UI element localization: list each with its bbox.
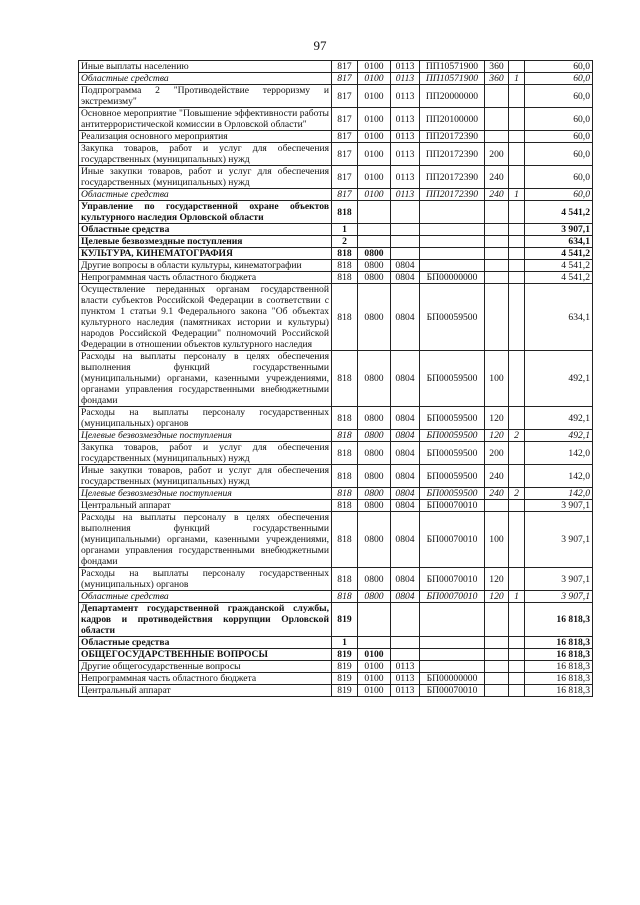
row-name: Расходы на выплаты персоналу в целях обеспечения выполнения функций государственными (муниципальными) органами, казенными учреждениями, органами управления государственными внебюджетными фондами <box>79 512 332 568</box>
row-sum: 634,1 <box>525 236 593 248</box>
row-subsection-code <box>391 649 420 661</box>
row-target-article: БП00059500 <box>420 488 485 500</box>
row-name: Областные средства <box>79 591 332 603</box>
row-source-code <box>509 224 525 236</box>
row-ved-code: 817 <box>332 108 358 131</box>
row-name: Другие общегосударственные вопросы <box>79 661 332 673</box>
row-expense-type <box>485 673 509 685</box>
row-name: Закупка товаров, работ и услуг для обеспечения государственных (муниципальных) нужд <box>79 442 332 465</box>
table-row <box>79 637 593 649</box>
row-source-code <box>509 85 525 108</box>
row-expense-type: 200 <box>485 442 509 465</box>
row-expense-type: 120 <box>485 591 509 603</box>
row-source-code <box>509 649 525 661</box>
row-target-article: БП00059500 <box>420 430 485 442</box>
row-sum: 60,0 <box>525 189 593 201</box>
row-sum: 634,1 <box>525 284 593 351</box>
table-row <box>79 201 593 224</box>
row-source-code <box>509 61 525 73</box>
row-target-article <box>420 260 485 272</box>
row-ved-code: 1 <box>332 637 358 649</box>
row-sum: 142,0 <box>525 488 593 500</box>
table-row <box>79 143 593 166</box>
row-target-article: БП00070010 <box>420 512 485 568</box>
row-subsection-code: 0113 <box>391 73 420 85</box>
table-row <box>79 500 593 512</box>
row-ved-code: 817 <box>332 131 358 143</box>
row-sum: 16 818,3 <box>525 661 593 673</box>
row-sum: 3 907,1 <box>525 224 593 236</box>
row-section-code: 0800 <box>358 568 391 591</box>
row-section-code: 0800 <box>358 260 391 272</box>
row-sum: 4 541,2 <box>525 201 593 224</box>
table-row <box>79 260 593 272</box>
row-section-code: 0800 <box>358 284 391 351</box>
row-sum: 16 818,3 <box>525 685 593 697</box>
table-row <box>79 189 593 201</box>
row-target-article <box>420 649 485 661</box>
row-ved-code: 817 <box>332 189 358 201</box>
row-sum: 3 907,1 <box>525 512 593 568</box>
row-target-article: БП00059500 <box>420 465 485 488</box>
row-name: Целевые безвозмездные поступления <box>79 430 332 442</box>
row-section-code <box>358 603 391 637</box>
row-sum: 60,0 <box>525 73 593 85</box>
table-row <box>79 61 593 73</box>
table-row <box>79 603 593 637</box>
table-row <box>79 166 593 189</box>
table-row <box>79 649 593 661</box>
row-source-code <box>509 272 525 284</box>
row-expense-type: 120 <box>485 568 509 591</box>
row-source-code <box>509 637 525 649</box>
row-source-code: 1 <box>509 189 525 201</box>
table-row <box>79 272 593 284</box>
row-section-code: 0800 <box>358 407 391 430</box>
row-name: Целевые безвозмездные поступления <box>79 236 332 248</box>
table-row <box>79 108 593 131</box>
row-ved-code: 818 <box>332 272 358 284</box>
row-subsection-code <box>391 201 420 224</box>
row-sum: 60,0 <box>525 131 593 143</box>
page-number: 97 <box>313 38 327 53</box>
row-sum: 492,1 <box>525 351 593 407</box>
row-sum: 16 818,3 <box>525 649 593 661</box>
row-subsection-code: 0804 <box>391 430 420 442</box>
row-expense-type <box>485 224 509 236</box>
row-subsection-code: 0804 <box>391 351 420 407</box>
row-sum: 16 818,3 <box>525 673 593 685</box>
table-row <box>79 568 593 591</box>
row-section-code <box>358 201 391 224</box>
row-ved-code: 2 <box>332 236 358 248</box>
row-source-code <box>509 143 525 166</box>
row-section-code: 0800 <box>358 512 391 568</box>
row-ved-code: 818 <box>332 201 358 224</box>
row-sum: 4 541,2 <box>525 248 593 260</box>
row-name: Целевые безвозмездные поступления <box>79 488 332 500</box>
row-sum: 142,0 <box>525 465 593 488</box>
row-expense-type <box>485 603 509 637</box>
row-target-article: ПП10571900 <box>420 61 485 73</box>
table-row <box>79 131 593 143</box>
row-section-code: 0100 <box>358 143 391 166</box>
row-subsection-code <box>391 224 420 236</box>
row-section-code: 0800 <box>358 442 391 465</box>
row-subsection-code <box>391 637 420 649</box>
row-name: Центральный аппарат <box>79 685 332 697</box>
row-source-code <box>509 661 525 673</box>
table-row <box>79 591 593 603</box>
row-subsection-code: 0113 <box>391 85 420 108</box>
row-ved-code: 818 <box>332 284 358 351</box>
table-row <box>79 673 593 685</box>
row-target-article <box>420 248 485 260</box>
row-name: Иные выплаты населению <box>79 61 332 73</box>
row-sum: 4 541,2 <box>525 260 593 272</box>
row-source-code <box>509 568 525 591</box>
row-expense-type: 120 <box>485 407 509 430</box>
row-expense-type <box>485 131 509 143</box>
row-name: Иные закупки товаров, работ и услуг для обеспечения государственных (муниципальных) нужд <box>79 166 332 189</box>
row-expense-type <box>485 284 509 351</box>
row-expense-type: 240 <box>485 189 509 201</box>
row-name: Осуществление переданных органам государственной власти субъектов Российской Федерации в соответствии с пунктом 1 статьи 9.1 Федерального закона "Об объектах культурного наследия (памятниках истории и культуры) народов Российской Федерации" полномочий Российской Федерации в отношении объектов культурного наследия <box>79 284 332 351</box>
row-name: Закупка товаров, работ и услуг для обеспечения государственных (муниципальных) нужд <box>79 143 332 166</box>
row-ved-code: 817 <box>332 73 358 85</box>
row-section-code: 0100 <box>358 73 391 85</box>
row-subsection-code: 0804 <box>391 591 420 603</box>
row-name: Непрограммная часть областного бюджета <box>79 673 332 685</box>
row-section-code: 0800 <box>358 430 391 442</box>
row-expense-type <box>485 248 509 260</box>
row-section-code: 0800 <box>358 591 391 603</box>
row-subsection-code: 0804 <box>391 488 420 500</box>
row-target-article <box>420 603 485 637</box>
table-row <box>79 284 593 351</box>
row-expense-type <box>485 500 509 512</box>
row-ved-code: 818 <box>332 512 358 568</box>
row-source-code <box>509 351 525 407</box>
row-target-article: ПП20172390 <box>420 189 485 201</box>
row-section-code: 0100 <box>358 108 391 131</box>
row-target-article: ПП20172390 <box>420 166 485 189</box>
row-target-article: БП00000000 <box>420 673 485 685</box>
row-expense-type <box>485 201 509 224</box>
row-ved-code: 817 <box>332 166 358 189</box>
row-ved-code: 818 <box>332 465 358 488</box>
row-subsection-code: 0804 <box>391 568 420 591</box>
row-subsection-code: 0804 <box>391 442 420 465</box>
row-source-code <box>509 201 525 224</box>
row-section-code <box>358 637 391 649</box>
row-expense-type <box>485 661 509 673</box>
table-row <box>79 351 593 407</box>
row-section-code: 0100 <box>358 189 391 201</box>
row-ved-code: 819 <box>332 673 358 685</box>
row-expense-type <box>485 685 509 697</box>
row-subsection-code: 0113 <box>391 166 420 189</box>
row-source-code <box>509 407 525 430</box>
row-source-code <box>509 442 525 465</box>
row-ved-code: 817 <box>332 85 358 108</box>
row-target-article: БП00059500 <box>420 351 485 407</box>
row-section-code: 0100 <box>358 661 391 673</box>
row-target-article <box>420 637 485 649</box>
row-sum: 16 818,3 <box>525 637 593 649</box>
row-target-article: ПП20100000 <box>420 108 485 131</box>
row-sum: 60,0 <box>525 108 593 131</box>
row-target-article: БП00070010 <box>420 591 485 603</box>
row-source-code: 2 <box>509 430 525 442</box>
table-row <box>79 236 593 248</box>
row-sum: 492,1 <box>525 407 593 430</box>
row-expense-type: 120 <box>485 430 509 442</box>
table-row <box>79 661 593 673</box>
row-sum: 3 907,1 <box>525 568 593 591</box>
table-row <box>79 512 593 568</box>
row-expense-type <box>485 260 509 272</box>
row-ved-code: 817 <box>332 143 358 166</box>
row-name: Областные средства <box>79 224 332 236</box>
row-name: Реализация основного мероприятия <box>79 131 332 143</box>
table-row <box>79 465 593 488</box>
row-target-article: ПП20000000 <box>420 85 485 108</box>
row-section-code: 0100 <box>358 131 391 143</box>
row-sum: 3 907,1 <box>525 500 593 512</box>
row-ved-code: 818 <box>332 568 358 591</box>
budget-table <box>78 60 593 697</box>
row-name: Расходы на выплаты персоналу в целях обеспечения выполнения функций государственными (муниципальными) органами, казенными учреждениями, органами управления государственными внебюджетными фондами <box>79 351 332 407</box>
row-source-code <box>509 512 525 568</box>
row-target-article: БП00059500 <box>420 407 485 430</box>
row-section-code: 0100 <box>358 673 391 685</box>
row-sum: 60,0 <box>525 85 593 108</box>
row-ved-code: 818 <box>332 488 358 500</box>
row-source-code: 1 <box>509 73 525 85</box>
row-subsection-code: 0113 <box>391 143 420 166</box>
row-source-code <box>509 108 525 131</box>
row-ved-code: 819 <box>332 685 358 697</box>
row-source-code <box>509 465 525 488</box>
table-row <box>79 430 593 442</box>
row-subsection-code: 0804 <box>391 500 420 512</box>
row-subsection-code: 0113 <box>391 189 420 201</box>
row-ved-code: 818 <box>332 260 358 272</box>
row-source-code: 1 <box>509 591 525 603</box>
row-name: Другие вопросы в области культуры, кинематографии <box>79 260 332 272</box>
row-subsection-code: 0113 <box>391 673 420 685</box>
row-section-code <box>358 236 391 248</box>
row-subsection-code: 0113 <box>391 661 420 673</box>
row-source-code <box>509 500 525 512</box>
row-name: Подпрограмма 2 "Противодействие терроризму и экстремизму" <box>79 85 332 108</box>
row-ved-code: 819 <box>332 649 358 661</box>
row-source-code <box>509 685 525 697</box>
row-expense-type: 240 <box>485 166 509 189</box>
row-name: Непрограммная часть областного бюджета <box>79 272 332 284</box>
table-row <box>79 73 593 85</box>
row-name: Областные средства <box>79 189 332 201</box>
row-ved-code: 818 <box>332 351 358 407</box>
row-name: Иные закупки товаров, работ и услуг для обеспечения государственных (муниципальных) нужд <box>79 465 332 488</box>
row-ved-code: 819 <box>332 661 358 673</box>
row-source-code <box>509 673 525 685</box>
table-row <box>79 488 593 500</box>
row-subsection-code: 0804 <box>391 260 420 272</box>
table-row <box>79 407 593 430</box>
row-ved-code: 817 <box>332 61 358 73</box>
row-expense-type: 200 <box>485 143 509 166</box>
row-subsection-code <box>391 248 420 260</box>
row-subsection-code: 0113 <box>391 108 420 131</box>
row-sum: 3 907,1 <box>525 591 593 603</box>
row-target-article: БП00059500 <box>420 442 485 465</box>
row-sum: 16 818,3 <box>525 603 593 637</box>
table-row <box>79 442 593 465</box>
row-section-code: 0100 <box>358 166 391 189</box>
row-expense-type <box>485 236 509 248</box>
row-section-code: 0800 <box>358 272 391 284</box>
row-subsection-code <box>391 603 420 637</box>
row-target-article: ПП10571900 <box>420 73 485 85</box>
row-sum: 492,1 <box>525 430 593 442</box>
row-name: Основное мероприятие "Повышение эффективности работы антитеррористической комиссии в Орловской области" <box>79 108 332 131</box>
row-name: Управление по государственной охране объектов культурного наследия Орловской области <box>79 201 332 224</box>
row-ved-code: 818 <box>332 430 358 442</box>
row-source-code <box>509 603 525 637</box>
row-source-code <box>509 248 525 260</box>
row-ved-code: 818 <box>332 248 358 260</box>
row-target-article: БП00070010 <box>420 500 485 512</box>
row-subsection-code: 0804 <box>391 465 420 488</box>
row-section-code: 0800 <box>358 488 391 500</box>
row-name: Департамент государственной гражданской службы, кадров и противодействия коррупции Орловской области <box>79 603 332 637</box>
row-section-code: 0100 <box>358 685 391 697</box>
table-row <box>79 248 593 260</box>
row-target-article: БП00000000 <box>420 272 485 284</box>
row-ved-code: 819 <box>332 603 358 637</box>
row-target-article: БП00070010 <box>420 685 485 697</box>
row-target-article: БП00070010 <box>420 568 485 591</box>
row-section-code: 0800 <box>358 465 391 488</box>
row-target-article <box>420 224 485 236</box>
row-expense-type: 360 <box>485 61 509 73</box>
row-expense-type <box>485 649 509 661</box>
table-row <box>79 224 593 236</box>
row-name: ОБЩЕГОСУДАРСТВЕННЫЕ ВОПРОСЫ <box>79 649 332 661</box>
row-section-code: 0100 <box>358 649 391 661</box>
row-sum: 60,0 <box>525 61 593 73</box>
row-ved-code: 818 <box>332 500 358 512</box>
row-ved-code: 1 <box>332 224 358 236</box>
row-source-code <box>509 166 525 189</box>
row-source-code <box>509 131 525 143</box>
row-sum: 142,0 <box>525 442 593 465</box>
row-subsection-code: 0804 <box>391 272 420 284</box>
row-target-article <box>420 236 485 248</box>
row-subsection-code: 0113 <box>391 61 420 73</box>
row-subsection-code: 0804 <box>391 407 420 430</box>
row-section-code: 0800 <box>358 351 391 407</box>
row-target-article <box>420 201 485 224</box>
row-target-article: БП00059500 <box>420 284 485 351</box>
row-ved-code: 818 <box>332 442 358 465</box>
row-section-code: 0800 <box>358 248 391 260</box>
row-name: КУЛЬТУРА, КИНЕМАТОГРАФИЯ <box>79 248 332 260</box>
row-source-code: 2 <box>509 488 525 500</box>
row-target-article <box>420 661 485 673</box>
row-target-article: ПП20172390 <box>420 131 485 143</box>
row-subsection-code: 0804 <box>391 284 420 351</box>
row-section-code: 0100 <box>358 61 391 73</box>
row-name: Расходы на выплаты персоналу государственных (муниципальных) органов <box>79 568 332 591</box>
row-section-code: 0100 <box>358 85 391 108</box>
row-ved-code: 818 <box>332 591 358 603</box>
table-row <box>79 685 593 697</box>
row-expense-type: 240 <box>485 488 509 500</box>
row-name: Центральный аппарат <box>79 500 332 512</box>
row-subsection-code: 0113 <box>391 131 420 143</box>
row-expense-type <box>485 637 509 649</box>
row-sum: 60,0 <box>525 143 593 166</box>
row-source-code <box>509 236 525 248</box>
row-expense-type: 100 <box>485 351 509 407</box>
row-expense-type <box>485 85 509 108</box>
row-section-code: 0800 <box>358 500 391 512</box>
row-target-article: ПП20172390 <box>420 143 485 166</box>
row-section-code <box>358 224 391 236</box>
row-sum: 60,0 <box>525 166 593 189</box>
row-expense-type <box>485 108 509 131</box>
row-expense-type: 360 <box>485 73 509 85</box>
row-name: Областные средства <box>79 73 332 85</box>
row-expense-type <box>485 272 509 284</box>
table-row <box>79 85 593 108</box>
budget-table-body <box>79 61 593 697</box>
row-source-code <box>509 260 525 272</box>
row-source-code <box>509 284 525 351</box>
row-expense-type: 240 <box>485 465 509 488</box>
row-subsection-code: 0804 <box>391 512 420 568</box>
row-subsection-code <box>391 236 420 248</box>
row-name: Областные средства <box>79 637 332 649</box>
row-name: Расходы на выплаты персоналу государственных (муниципальных) органов <box>79 407 332 430</box>
row-sum: 4 541,2 <box>525 272 593 284</box>
row-subsection-code: 0113 <box>391 685 420 697</box>
row-ved-code: 818 <box>332 407 358 430</box>
row-expense-type: 100 <box>485 512 509 568</box>
